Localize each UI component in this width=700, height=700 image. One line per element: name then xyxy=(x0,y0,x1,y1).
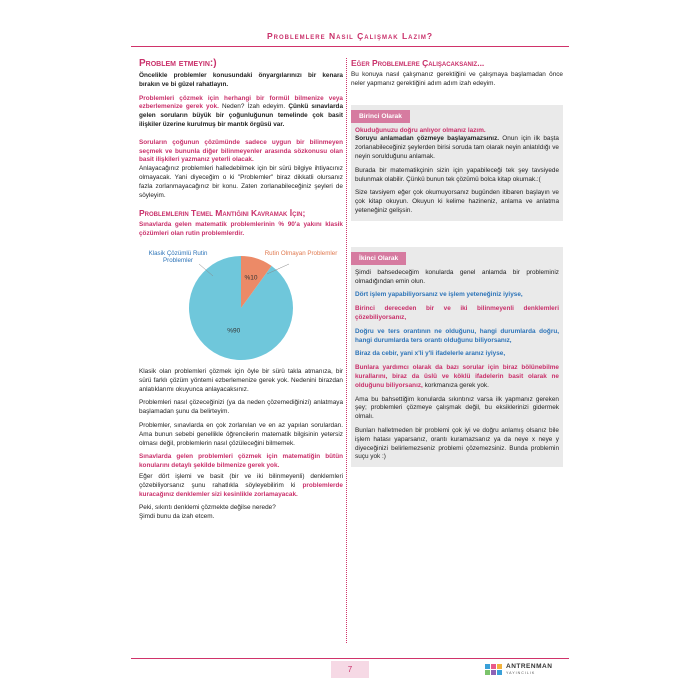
box-tag-birinci: Birinci Olarak xyxy=(351,110,410,123)
paragraph: Okuduğunuzu doğru anlıyor olmanız lazım. Soruyu anlamadan çözmeye başlayamazsınız. Onun için ilk başta zorlanabileceğiniz şeylerden birisi soruda tam olarak neyin anlatıldığı ve neyin sorulduğunu anlamak. xyxy=(355,126,559,160)
paragraph: Şimdi bahsedeceğim konularda genel anlamda bir probleminiz olmadığından emin olun. xyxy=(355,268,559,285)
logo-blocks-icon xyxy=(485,664,503,676)
book-page xyxy=(131,28,569,686)
publisher-logo xyxy=(485,662,565,678)
paragraph: Ama bu bahsettiğim konularda sıkıntınız varsa ilk yapmanız gereken şey; problemleri çözmeye çalışmak değil, bu eksiklerinizi gidermek olmalı. xyxy=(355,395,559,421)
page-footer-line xyxy=(131,658,569,659)
paragraph: Öncelikle problemler konusundaki önyargılarınızı bir kenara bırakın ve bi güzel rahatlayın. xyxy=(139,72,343,88)
column-divider xyxy=(346,58,347,643)
heading-calisacaksaniz: Eğer Problemlere Çalışacaksanız... xyxy=(351,58,485,68)
box-tag-ikinci: İkinci Olarak xyxy=(351,252,406,265)
heading-problem-etmeyin: Problem etmeyin:) xyxy=(139,58,217,69)
legend-label-nonroutine: Rutin Olmayan Problemler xyxy=(264,249,338,257)
paragraph: Sınavlarda gelen matematik problemlerinin % 90'a yakını klasik çözümleri olan rutin problemlerdir. xyxy=(139,221,343,238)
box-ikinci xyxy=(351,247,563,467)
paragraph: Problemleri çözmek için herhangi bir formül bilmenize veya ezberlemenize gerek yok. Neden? İzah edeyim. Çünkü sınavlarda gelen soruların büyük bir çoğunluğunun temelinde çok basit ilişkiler üzerine kurulmuş bir mantık örgüsü var. xyxy=(139,94,344,128)
paragraph: Size tavsiyem eğer çok okumuyorsanız bugünden itibaren başlayın ve çok kitap okuyun. Okuyun ki kelime hazineniz, anlama ve anlatma yeteneğiniz gelişsin. xyxy=(355,189,559,214)
paragraph: Eğer dört işlemi ve basit (bir ve iki bilinmeyenli) denklemleri çözebiliyorsanız şunu rahatlıkla söyleyebilirim ki problemlerde kuracağınız denklemler sizi kesinlikle zorlamayacak. xyxy=(139,472,343,498)
paragraph: Burada bir matematikçinin sizin için yapabileceği tek şey tavsiyede bulunmak olabilir. Çünkü bunun tek çözümü bolca kitap okumak.:( xyxy=(355,166,559,183)
paragraph: Peki, sıkıntı denklemi çözmekte değilse nerede? Şimdi bunu da izah etcem. xyxy=(139,504,276,521)
page-title: Problemlere Nasıl Çalışmak Lazım? xyxy=(266,31,434,41)
pie-value-label-nonroutine: %10 xyxy=(244,274,258,282)
paragraph: Sınavlarda gelen problemleri çözmek için matematiğin bütün konularını detaylı şekilde bilmenize gerek yok. xyxy=(139,453,343,470)
paragraph: Doğru ve ters orantının ne olduğunu, hangi durumlarda doğru, hangi durumlarda ters orantı olduğunu biliyorsanız, xyxy=(355,327,559,344)
logo-subtext: YAYINCILIK xyxy=(506,671,536,675)
paragraph: Bunlara yardımcı olarak da bazı sorular için biraz bölünebilme kurallarını, biraz da üslü ve köklü ifadelerin basit olarak ne olduğunu biliyorsanız, korkmanıza gerek yok. xyxy=(355,364,559,389)
left-column xyxy=(139,58,343,522)
paragraph: Klasik olan problemleri çözmek için öyle bir sürü takla atmanıza, bir sürü farklı çözüm yöntemi ezberlemenize gerek yok. Nedenini birazdan anlatıklarımı okuyunca anlayacaksınız. xyxy=(139,367,343,393)
box-birinci xyxy=(351,105,563,221)
pie-chart xyxy=(139,244,343,362)
paragraph: Bu konuya nasıl çalışmanız gerektiğini ve çalışmaya başlamadan önce neler yapmanız gerektiğini adım adım izah edeyim. xyxy=(351,71,563,87)
paragraph: Dört işlem yapabiliyorsanız ve işlem yeteneğiniz iyiyse, xyxy=(355,291,523,299)
right-column xyxy=(351,58,563,475)
page-number: 7 xyxy=(331,661,369,678)
paragraph: Bunları halletmeden bir problemi çok iyi ve doğru anlamış olsanız bile işlem hatası yaparsanız, orantı kuramazsanız ya da neye x neye y diyeceğinizi belirlemezseniz problemi çözemezsiniz. Bunda problemin suçu yok :) xyxy=(355,426,559,461)
paragraph: Biraz da cebir, yani x'li y'li ifadelerle aranız iyiyse, xyxy=(355,350,506,358)
heading-temel-mantik: Problemlerin Temel Mantığını Kavramak İçin; xyxy=(139,208,306,219)
pie-value-label-classic: %90 xyxy=(227,327,241,335)
page-header xyxy=(131,28,569,47)
paragraph: Problemler, sınavlarda en çok zorlanılan ve en az yapılan sorulardan. Ama bunun sebebi genellikle öğrencilerin matematik bilgisinin yetersiz olması değil, problemlerin nasıl çözüleceğini bilmemek. xyxy=(139,421,343,447)
paragraph: Birinci dereceden bir ve iki bilinmeyenli denklemleri çözebiliyorsanız, xyxy=(355,305,559,321)
paragraph: Soruların çoğunun çözümünde sadece uygun bir bilinmeyen seçmek ve bununla diğer bilinmeyenler arasında sözkonusu olan basit ilişkileri yazmanız yeterli olacak. Anlayacağınız problemleri halledebilmek için bir sürü bilgiye ihtiyacınız olmayacak. Yani diyeceğim o ki "Problemler" biraz dikkatli olursanız fazla zorlanmayacağınız bir konu. Zaten zorlanabileceğiniz şeyleri de söyleyim. xyxy=(139,138,343,199)
logo-text: ANTRENMAN xyxy=(506,663,553,670)
legend-label-classic: Klasik Çözümlü Rutin Problemler xyxy=(148,249,208,265)
paragraph: Problemleri nasıl çözeceğinizi (ya da neden çözemediğinizi) anlatmaya başlamadan şunu da belirteyim. xyxy=(139,399,343,416)
